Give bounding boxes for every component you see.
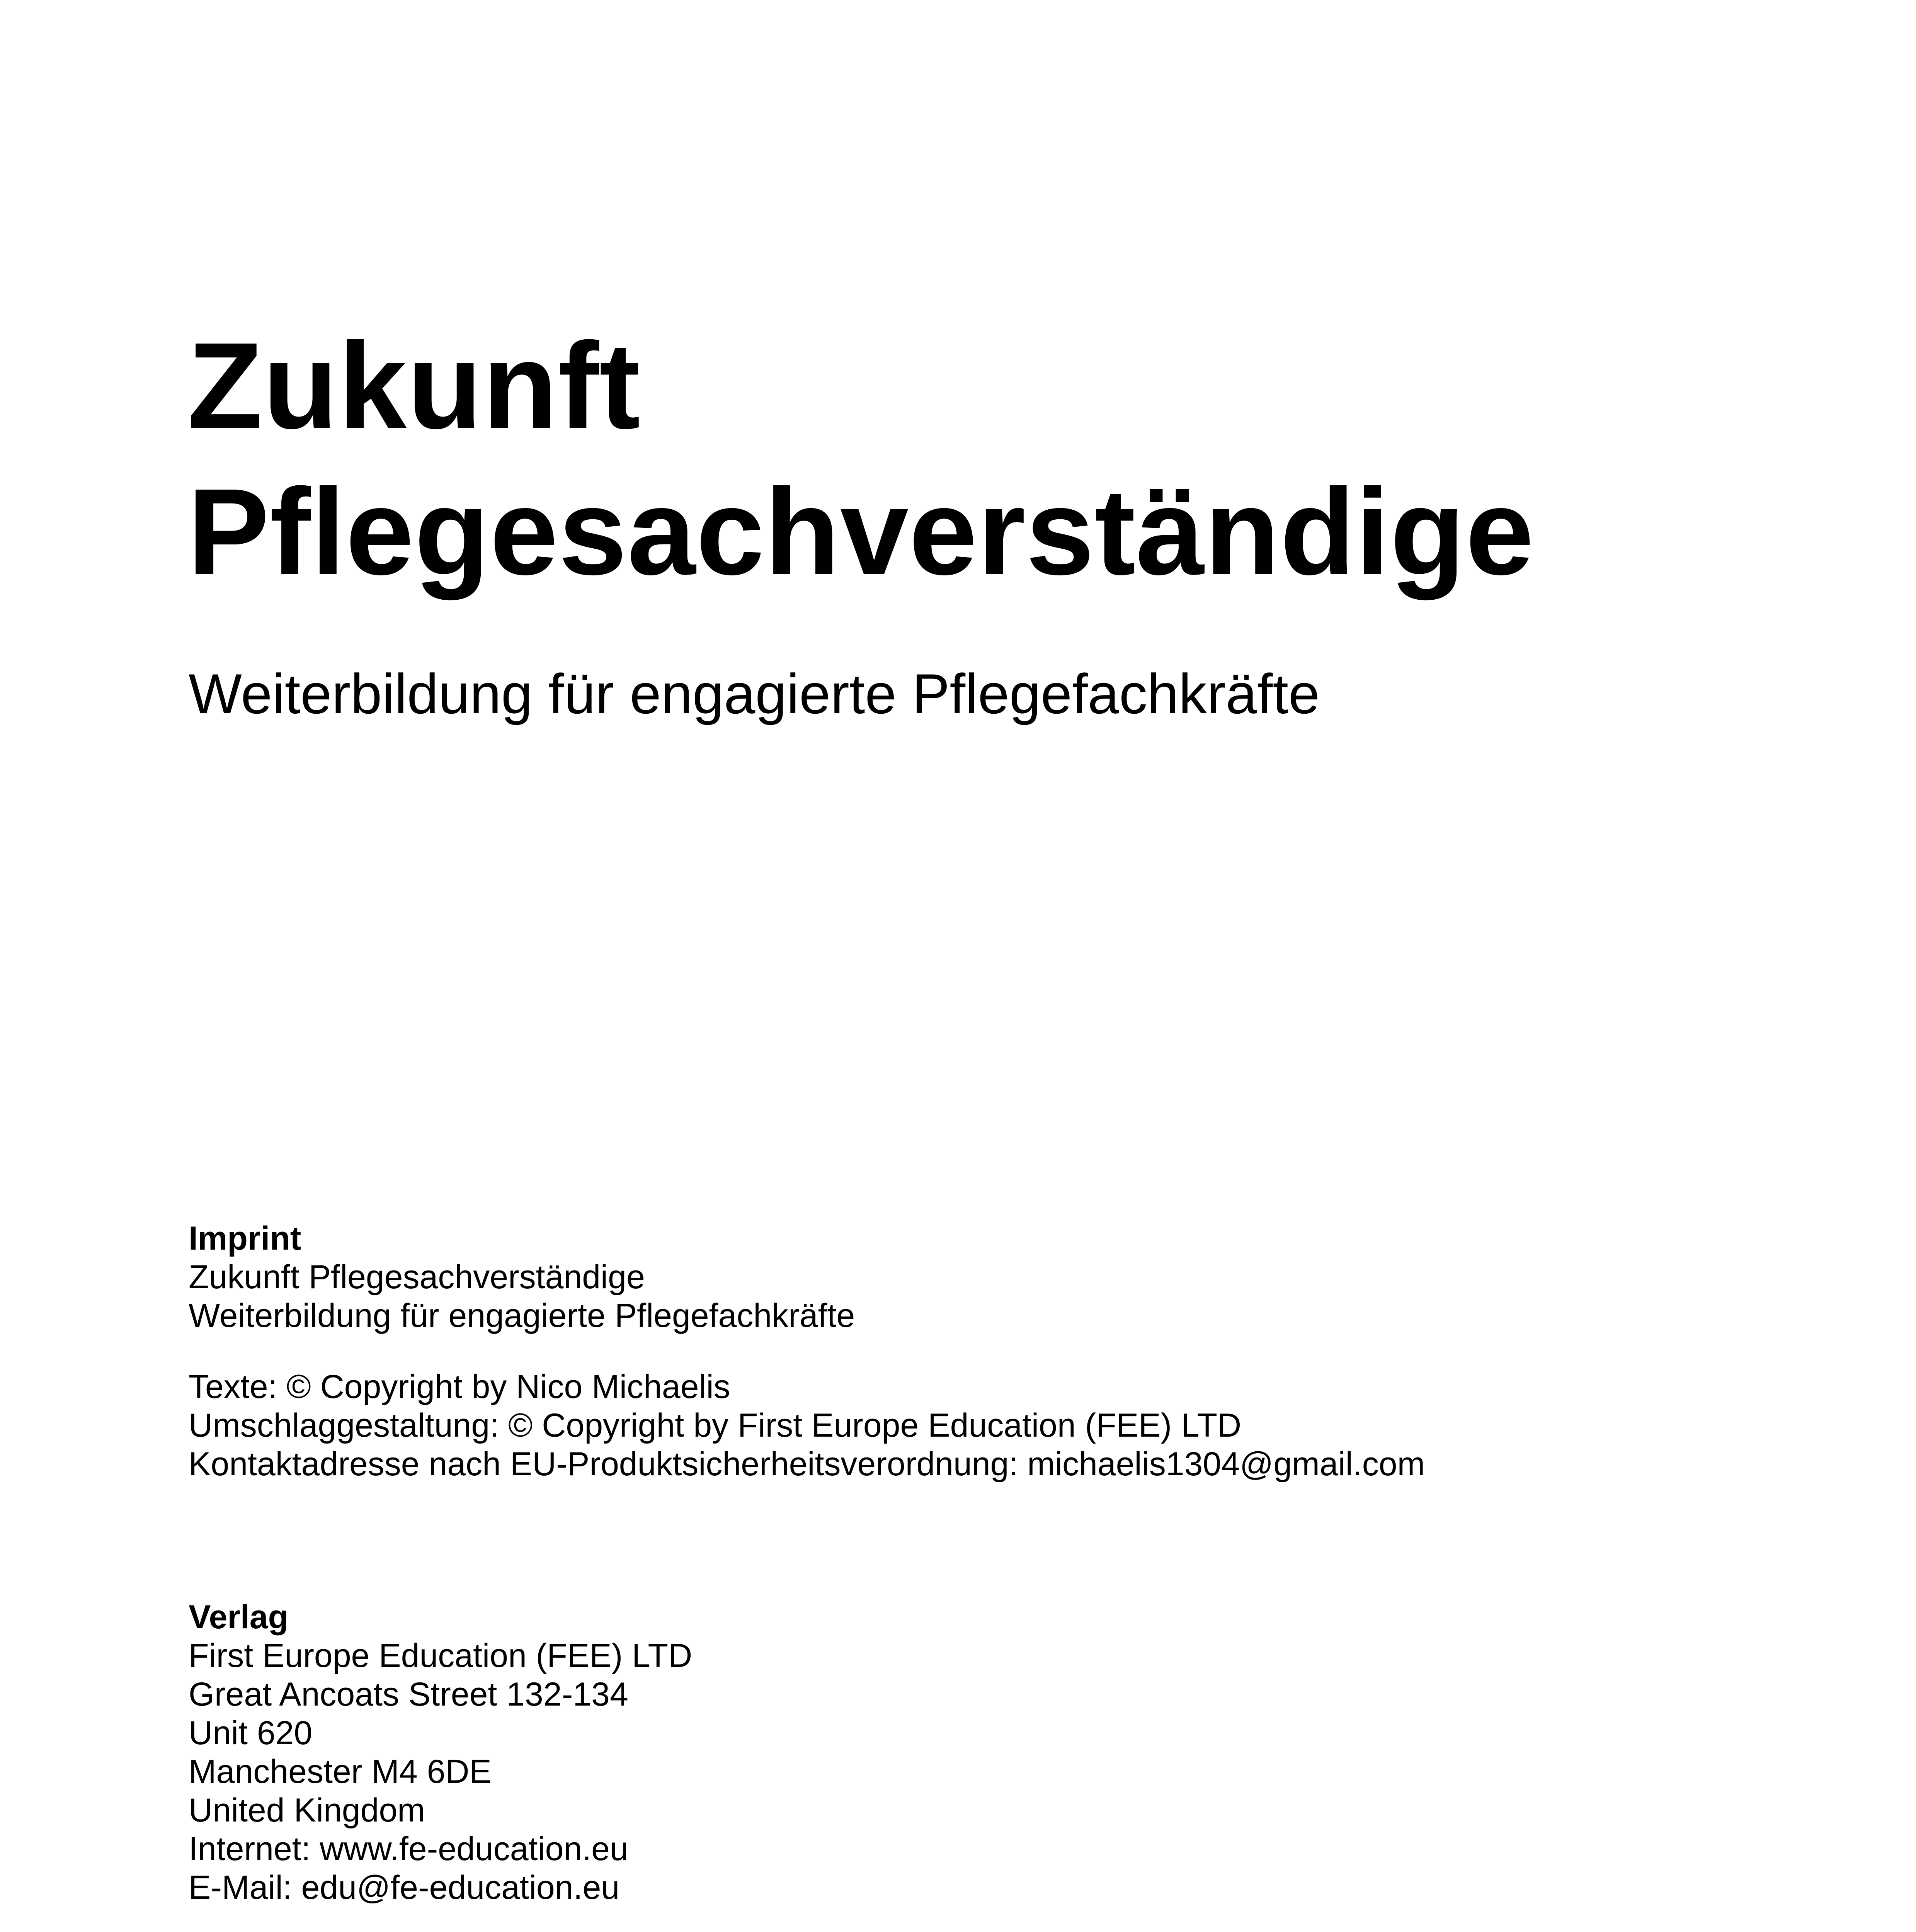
book-title-line-2: Pflegesachverständige <box>187 463 1535 600</box>
imprint-contact-address: Kontaktadresse nach EU-Produktsicherheitsverordnung: michaelis1304@gmail.com <box>189 1446 1425 1483</box>
book-title-line-1: Zukunft <box>187 317 641 454</box>
publisher-name: First Europe Education (FEE) LTD <box>189 1637 693 1674</box>
book-title <box>187 313 1534 605</box>
publisher-street: Great Ancoats Street 132-134 <box>189 1676 628 1713</box>
imprint-line: Weiterbildung für engagierte Pflegefachkräfte <box>189 1297 855 1334</box>
publisher-country: United Kingdom <box>189 1792 425 1829</box>
imprint-heading: Imprint <box>189 1220 301 1257</box>
imprint-line: Zukunft Pflegesachverständige <box>189 1259 645 1296</box>
publisher-heading: Verlag <box>189 1599 289 1636</box>
publisher-section <box>189 1598 692 1907</box>
publisher-website: Internet: www.fe-education.eu <box>189 1830 628 1867</box>
imprint-credit-cover: Umschlaggestaltung: © Copyright by First Europe Education (FEE) LTD <box>189 1407 1242 1444</box>
imprint-credit-texts: Texte: © Copyright by Nico Michaelis <box>189 1368 730 1405</box>
publisher-city: Manchester M4 6DE <box>189 1753 492 1790</box>
publisher-email: E-Mail: edu@fe-education.eu <box>189 1869 620 1906</box>
publisher-unit: Unit 620 <box>189 1714 313 1752</box>
imprint-section <box>189 1219 1425 1483</box>
book-subtitle: Weiterbildung für engagierte Pflegefachkräfte <box>189 662 1320 725</box>
